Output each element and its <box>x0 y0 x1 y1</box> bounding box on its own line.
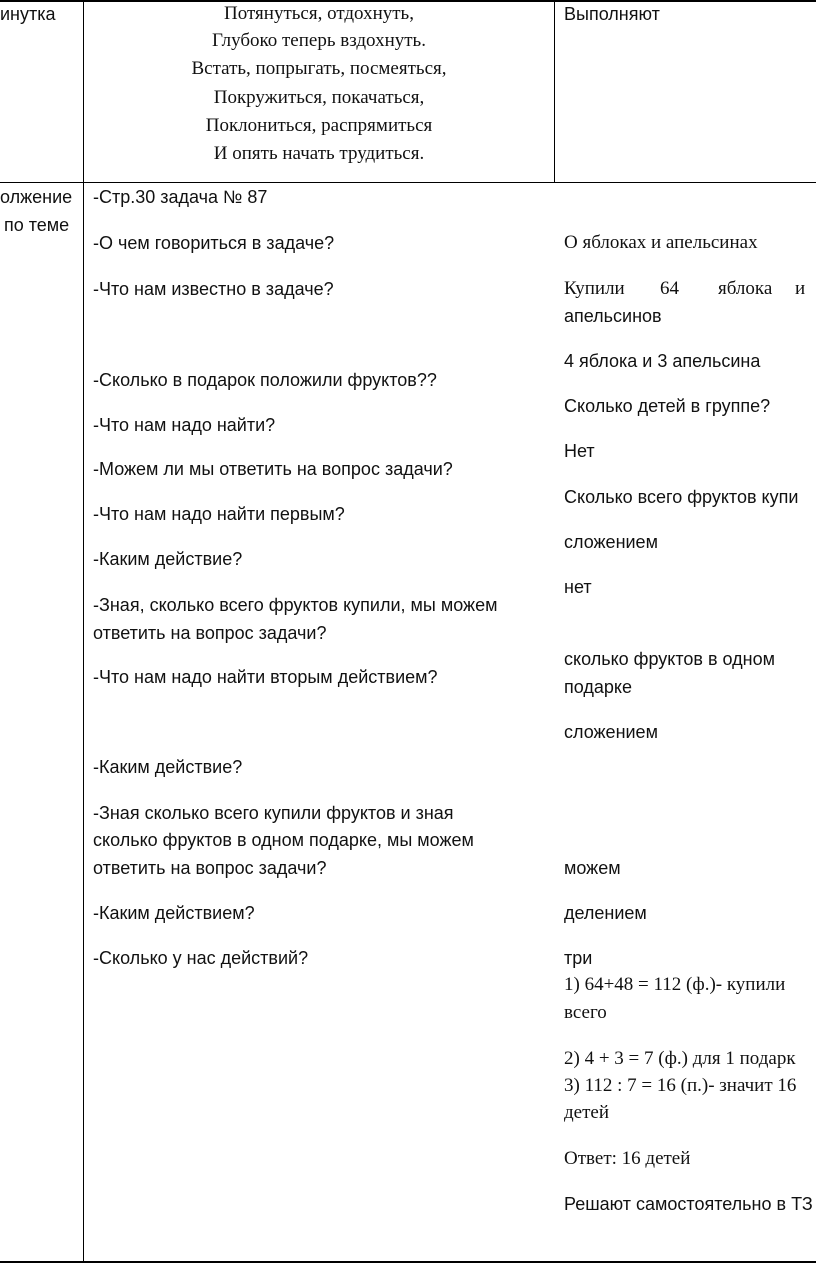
table-bottom-border <box>0 1261 816 1263</box>
student-solution-line: всего <box>564 1002 607 1023</box>
row1-poem-line: Потянуться, отдохнуть, <box>224 3 414 24</box>
row1-poem-line: Поклониться, распрямиться <box>205 115 433 136</box>
row1-poem-line: Покружиться, покачаться, <box>213 87 425 108</box>
teacher-line: -Зная, сколько всего фруктов купили, мы можем <box>93 595 498 615</box>
student-solution-line: 1) 64+48 = 112 (ф.)- купили <box>564 974 786 995</box>
teacher-line: -Сколько в подарок положили фруктов?? <box>93 370 437 390</box>
teacher-line: -О чем говориться в задаче? <box>93 233 335 253</box>
teacher-line: -Что нам надо найти? <box>93 415 276 435</box>
row1-stage-label: инутка <box>0 4 56 24</box>
row1-student-activity: Выполняют <box>564 4 660 24</box>
teacher-line: -Каким действием? <box>93 903 255 923</box>
row1-poem-line: Глубоко теперь вздохнуть. <box>212 30 426 51</box>
student-line: Сколько детей в группе? <box>564 396 771 416</box>
student-line-word: и <box>795 278 806 299</box>
student-line: делением <box>564 903 647 923</box>
teacher-line: -Что нам надо найти вторым действием? <box>93 667 438 687</box>
student-line: можем <box>564 858 621 878</box>
student-line: подарке <box>564 677 632 697</box>
column-divider-2 <box>554 0 555 183</box>
teacher-line: -Что нам надо найти первым? <box>93 504 345 524</box>
student-line: Нет <box>564 441 595 461</box>
row1-poem-line: Встать, попрыгать, посмеяться, <box>191 58 447 79</box>
teacher-line: -Каким действие? <box>93 757 243 777</box>
student-line-word: 64 <box>660 278 679 299</box>
student-line-word: яблока <box>718 278 773 299</box>
student-line-word: Купили <box>564 278 625 299</box>
student-line: три <box>564 948 593 968</box>
teacher-line: -Зная сколько всего купили фруктов и зная <box>93 803 454 823</box>
student-answer-line: Ответ: 16 детей <box>564 1148 691 1169</box>
teacher-line: -Сколько у нас действий? <box>93 948 309 968</box>
student-line: сложением <box>564 722 658 742</box>
student-line: сколько фруктов в одном <box>564 649 775 669</box>
student-line: сложением <box>564 532 658 552</box>
teacher-line: сколько фруктов в одном подарке, мы можем <box>93 830 474 850</box>
teacher-line: -Каким действие? <box>93 549 243 569</box>
teacher-line: ответить на вопрос задачи? <box>93 858 327 878</box>
student-line: апельсинов <box>564 306 662 326</box>
teacher-line: -Можем ли мы ответить на вопрос задачи? <box>93 459 453 479</box>
row2-stage-label: олжение <box>0 187 73 207</box>
student-solution-line: детей <box>564 1102 610 1123</box>
teacher-line: ответить на вопрос задачи? <box>93 623 327 643</box>
student-line: Сколько всего фруктов купи <box>564 487 799 507</box>
student-solution-line: 3) 112 : 7 = 16 (п.)- значит 16 <box>564 1075 797 1096</box>
teacher-line: -Стр.30 задача № 87 <box>93 187 268 207</box>
student-solution-line: 2) 4 + 3 = 7 (ф.) для 1 подарк <box>564 1048 796 1069</box>
row1-poem-line: И опять начать трудиться. <box>213 143 425 164</box>
student-line: Решают самостоятельно в ТЗ <box>564 1194 813 1214</box>
student-line: 4 яблока и 3 апельсина <box>564 351 761 371</box>
teacher-line: -Что нам известно в задаче? <box>93 279 334 299</box>
student-line: О яблоках и апельсинах <box>564 232 758 253</box>
student-line: нет <box>564 577 592 597</box>
row2-stage-label: по теме <box>4 215 70 235</box>
column-divider-1 <box>83 0 84 1263</box>
